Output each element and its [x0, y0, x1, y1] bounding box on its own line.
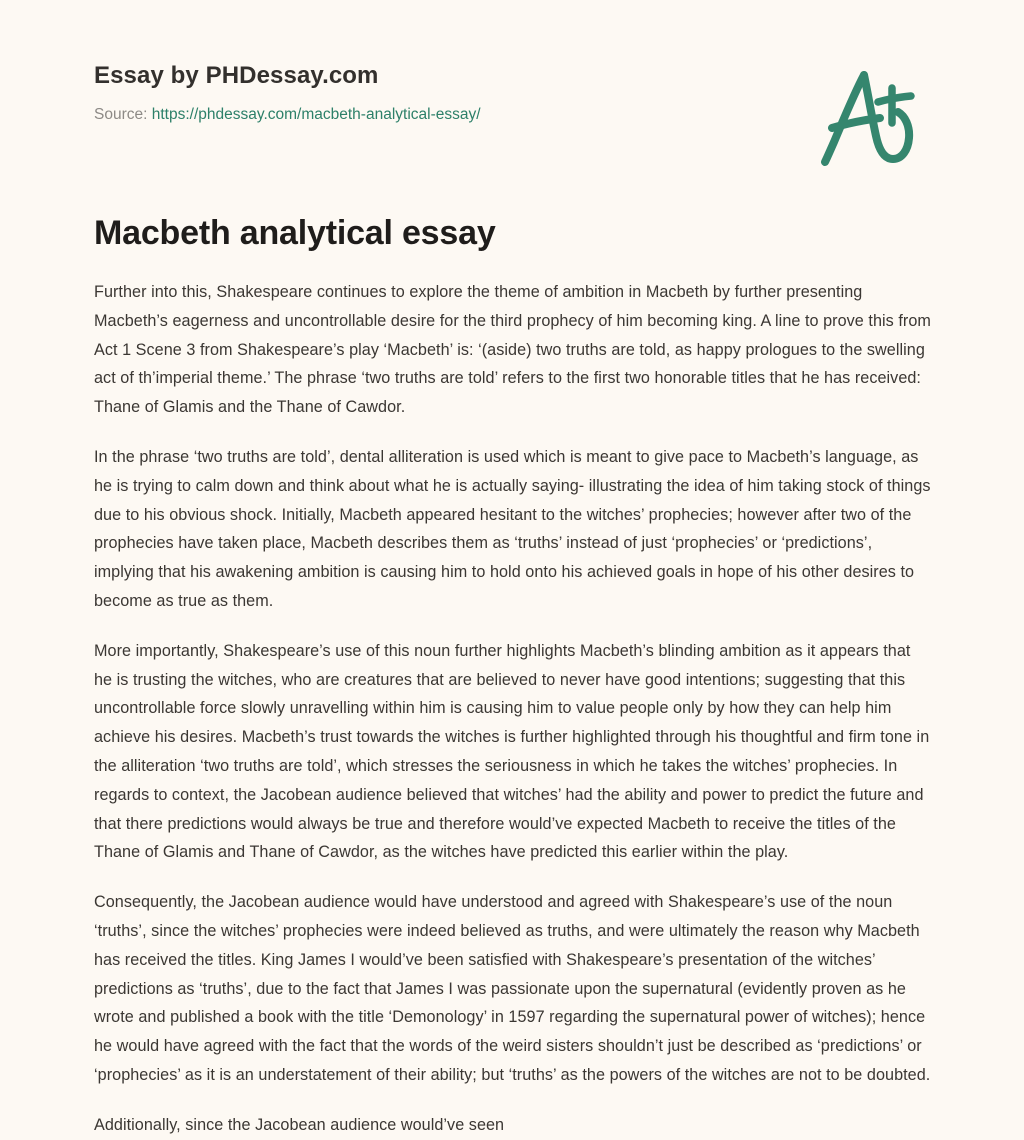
essay-paragraph: Consequently, the Jacobean audience would have understood and agreed with Shakespeare’s use of the noun ‘truths’, since the witches’ prophecies were indeed believed as truths, and were ultimately the reason why Macbeth has received the titles. King James I would’ve been satisfied with Shakespeare’s presentation of the witches’ predictions as ‘truths’, due to the fact that James I was passionate upon the supernatural (evidently proven as he wrote and published a book with the title ‘Demonology’ in 1597 regarding the supernatural power of witches); hence he would have agreed with the fact that the words of the weird sisters shouldn’t just be described as ‘predictions’ or ‘prophecies’ as it is an understatement of their ability; but ‘truths’ as the powers of the witches are not to be doubted.	[94, 893, 931, 1084]
essay-paragraph: Further into this, Shakespeare continues to explore the theme of ambition in Macbeth by further presenting Macbeth’s eagerness and uncontrollable desire for the third prophecy of him becoming king. A line to prove this from Act 1 Scene 3 from Shakespeare’s play ‘Macbeth’ is: ‘(aside) two truths are told, as happy prologues to the swelling act of th’imperial theme.’ The phrase ‘two truths are told’ refers to the first two honorable titles that he has received: Thane of Glamis and the Thane of Cawdor.	[94, 283, 931, 417]
brand-title: Essay by PHDessay.com	[94, 62, 379, 89]
a-plus-icon	[812, 66, 920, 170]
source-label: Source:	[94, 105, 152, 123]
page-title: Macbeth analytical essay	[94, 214, 496, 252]
source-url-link[interactable]: https://phdessay.com/macbeth-analytical-essay/	[151, 105, 481, 123]
essay-paragraph: Additionally, since the Jacobean audience would’ve seen	[94, 1115, 505, 1134]
a-plus-logo	[812, 66, 920, 170]
essay-body	[94, 278, 932, 1140]
essay-paragraph: In the phrase ‘two truths are told’, dental alliteration is used which is meant to give pace to Macbeth’s language, as he is trying to calm down and think about what he is actually saying- illustrating the idea of him taking stock of things due to his obvious shock. Initially, Macbeth appeared hesitant to the witches’ prophecies; however after two of the prophecies have taken place, Macbeth describes them as ‘truths’ instead of just ‘prophecies’ or ‘predictions’, implying that his awakening ambition is causing him to hold onto his achieved goals in hope of his other desires to become as true as them.	[94, 447, 931, 610]
essay-paragraph: More importantly, Shakespeare’s use of this noun further highlights Macbeth’s blinding ambition as it appears that he is trusting the witches, who are creatures that are believed to never have good intentions; suggesting that this uncontrollable force slowly unravelling within him is causing him to value people only by how they can help him achieve his desires. Macbeth’s trust towards the witches is further highlighted through his thoughtful and firm tone in the alliteration ‘two truths are told’, which stresses the seriousness in which he takes the witches’ prophecies. In regards to context, the Jacobean audience believed that witches’ had the ability and power to predict the future and that there predictions would always be true and therefore would’ve expected Macbeth to receive the titles of the Thane of Glamis and Thane of Cawdor, as the witches have predicted this earlier within the play.	[94, 641, 930, 862]
